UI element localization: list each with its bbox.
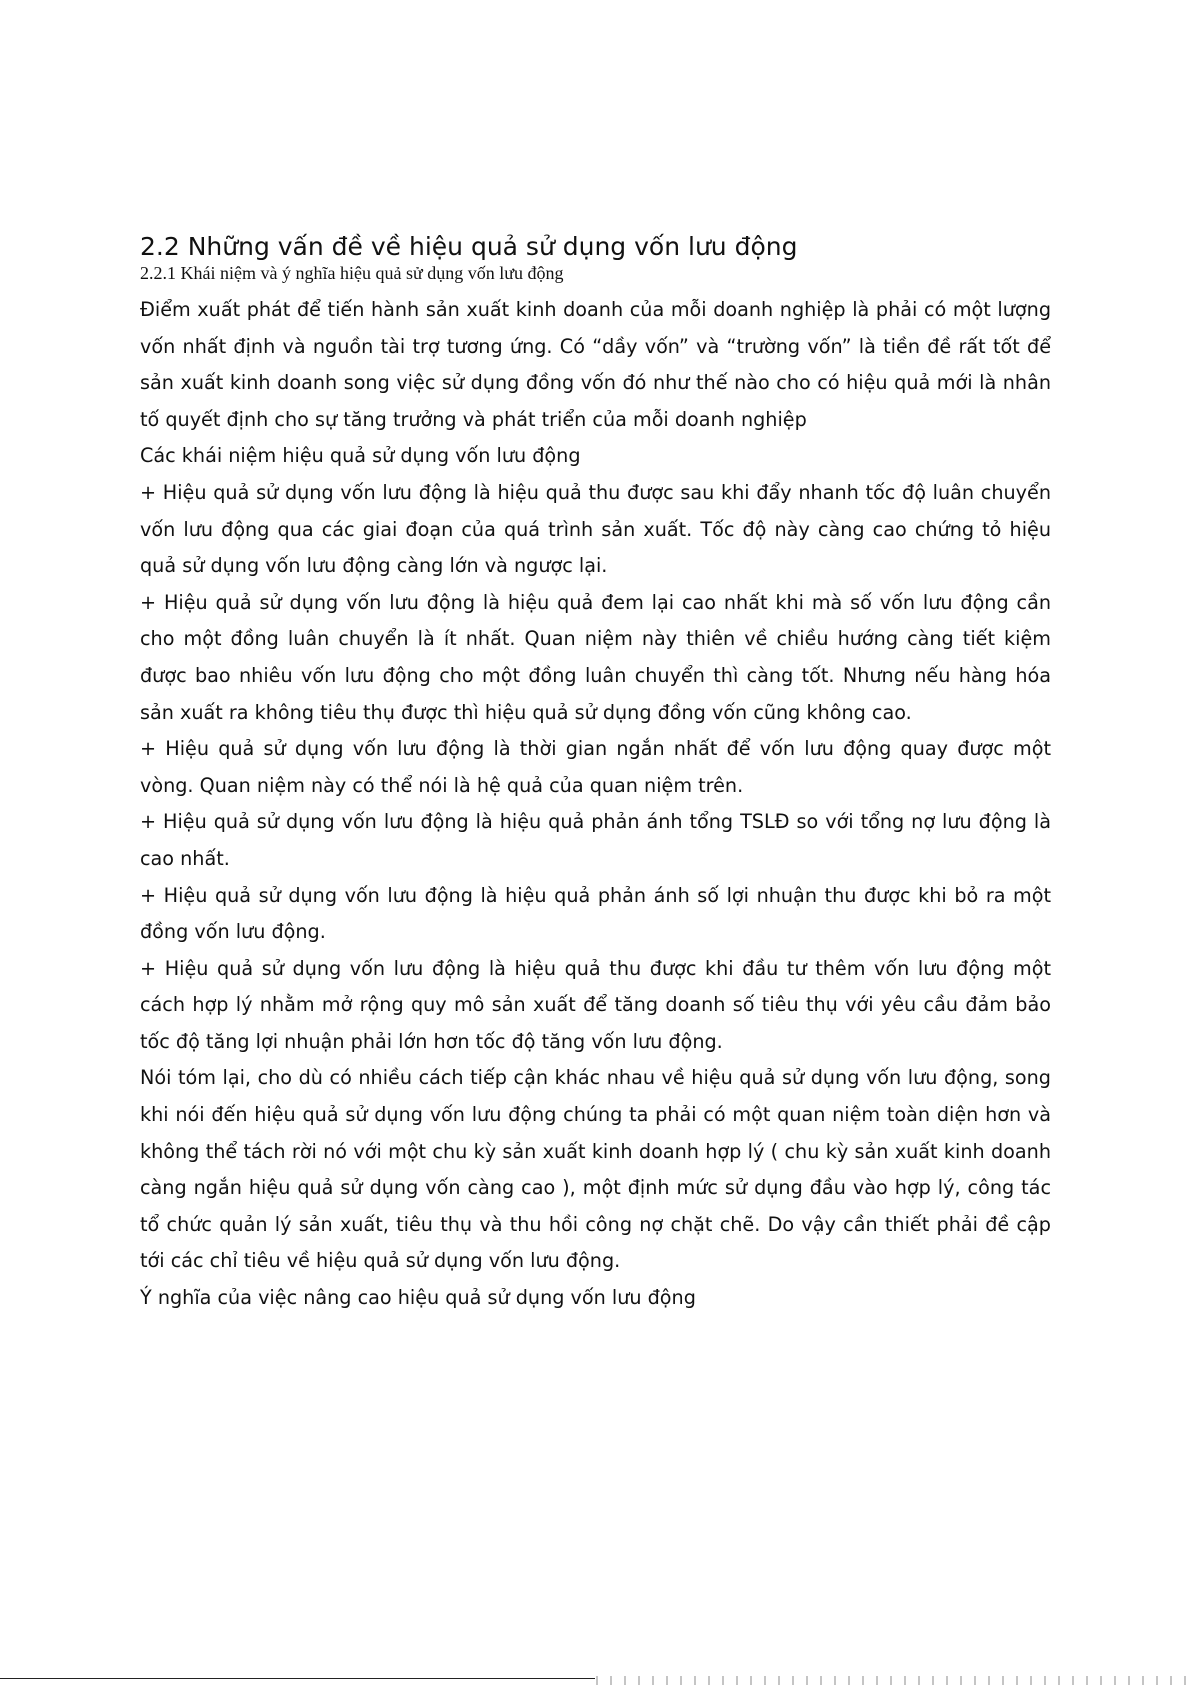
paragraph-summary: Nói tóm lại, cho dù có nhiều cách tiếp cận khác nhau về hiệu quả sử dụng vốn lưu động, song khi nói đến hiệu quả sử dụng vốn lưu động chúng ta phải có một quan niệm toàn diện hơn và không thể tách rời nó với một chu kỳ sản xuất kinh doanh hợp lý ( chu kỳ sản xuất kinh doanh càng ngắn hiệu quả sử dụng vốn càng cao ), một định mức sử dụng đầu vào hợp lý, công tác tổ chức quản lý sản xuất, tiêu thụ và thu hồi công nợ chặt chẽ. Do vậy cần thiết phải đề cập tới các chỉ tiêu về hiệu quả sử dụng vốn lưu động.	[140, 1066, 1051, 1273]
section-heading: 2.2 Những vấn đề về hiệu quả sử dụng vốn lưu động	[140, 232, 798, 261]
paragraph-concept-2: + Hiệu quả sử dụng vốn lưu động là hiệu quả đem lại cao nhất khi mà số vốn lưu động cần cho một đồng luân chuyển là ít nhất. Quan niệm này thiên về chiều hướng càng tiết kiệm được bao nhiêu vốn lưu động cho một đồng luân chuyển thì càng tốt. Nhưng nếu hàng hóa sản xuất ra không tiêu thụ được thì hiệu quả sử dụng đồng vốn cũng không cao.	[140, 590, 1051, 724]
paragraph-concept-4: + Hiệu quả sử dụng vốn lưu động là hiệu quả phản ánh tổng TSLĐ so với tổng nợ lưu động là cao nhất.	[140, 810, 1051, 870]
footer-scan-marks	[596, 1676, 1191, 1685]
footer-divider	[0, 1678, 595, 1679]
paragraph-significance-heading: Ý nghĩa của việc nâng cao hiệu quả sử dụng vốn lưu động	[140, 1286, 696, 1310]
paragraph-concept-3: + Hiệu quả sử dụng vốn lưu động là thời gian ngắn nhất để vốn lưu động quay được một vòng. Quan niệm này có thể nói là hệ quả của quan niệm trên.	[140, 737, 1051, 797]
subsection-heading: 2.2.1 Khái niệm và ý nghĩa hiệu quả sử dụng vốn lưu động	[140, 263, 564, 283]
paragraph-concept-1: + Hiệu quả sử dụng vốn lưu động là hiệu quả thu được sau khi đẩy nhanh tốc độ luân chuyển vốn lưu động qua các giai đoạn của quá trình sản xuất. Tốc độ này càng cao chứng tỏ hiệu quả sử dụng vốn lưu động càng lớn và ngược lại.	[140, 480, 1051, 578]
document-page	[140, 232, 1051, 1317]
paragraph-concept-6: + Hiệu quả sử dụng vốn lưu động là hiệu quả thu được khi đầu tư thêm vốn lưu động một cách hợp lý nhằm mở rộng quy mô sản xuất để tăng doanh số tiêu thụ với yêu cầu đảm bảo tốc độ tăng lợi nhuận phải lớn hơn tốc độ tăng vốn lưu động.	[140, 956, 1051, 1053]
paragraph-concept-5: + Hiệu quả sử dụng vốn lưu động là hiệu quả phản ánh số lợi nhuận thu được khi bỏ ra một đồng vốn lưu động.	[140, 883, 1051, 944]
paragraph-intro: Điểm xuất phát để tiến hành sản xuất kinh doanh của mỗi doanh nghiệp là phải có một lượng vốn nhất định và nguồn tài trợ tương ứng. Có “dầy vốn” và “trường vốn” là tiền đề rất tốt để sản xuất kinh doanh song việc sử dụng đồng vốn đó như thế nào cho có hiệu quả mới là nhân tố quyết định cho sự tăng trưởng và phát triển của mỗi doanh nghiệp	[140, 298, 1051, 431]
paragraph-concepts-heading: Các khái niệm hiệu quả sử dụng vốn lưu động	[140, 444, 581, 468]
